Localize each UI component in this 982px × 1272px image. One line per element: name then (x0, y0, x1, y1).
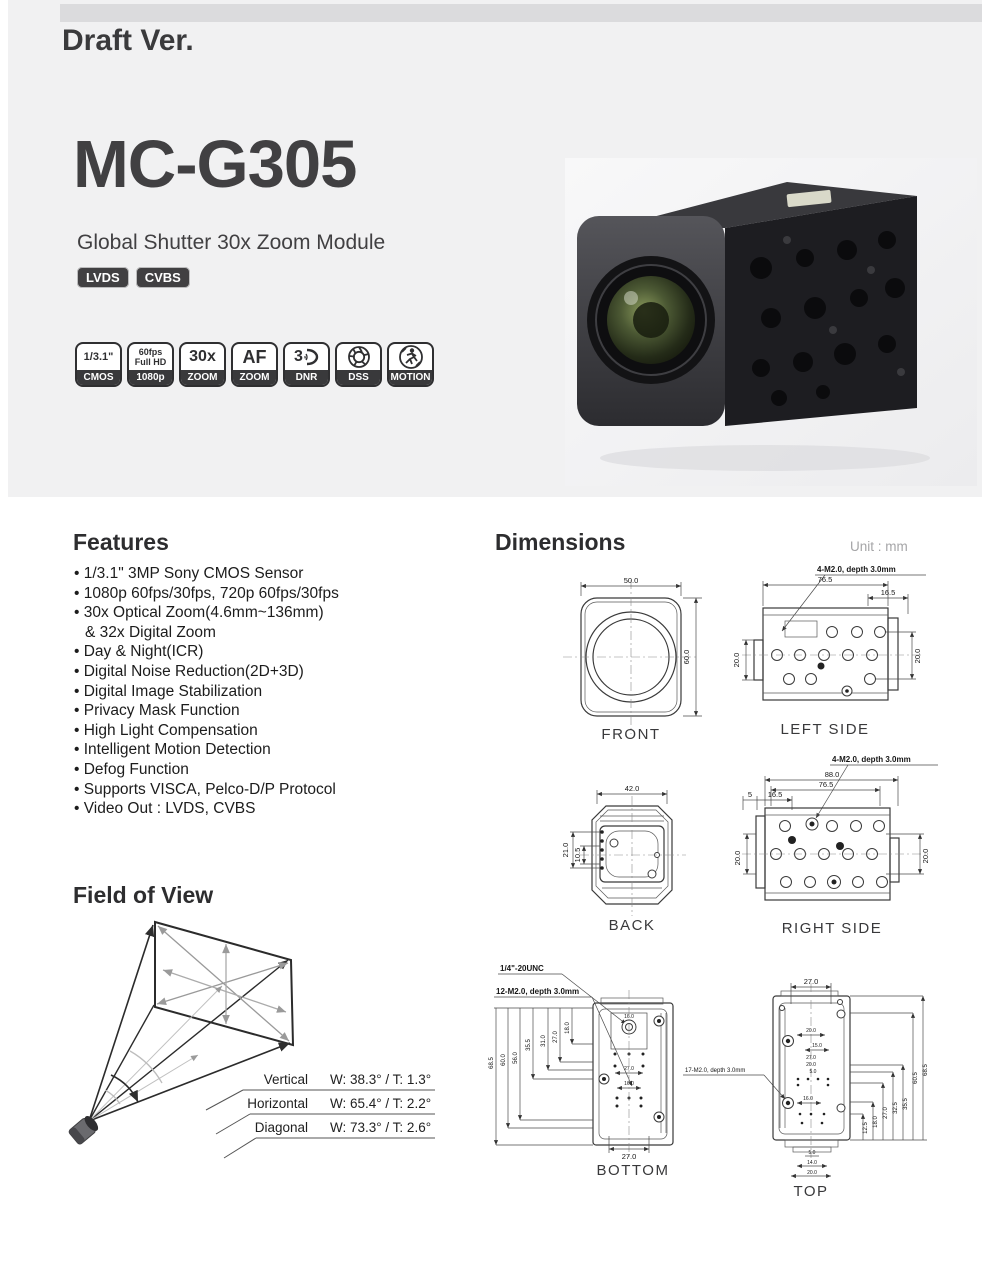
3d-dnr-icon (304, 348, 319, 366)
badge-motion (387, 342, 434, 387)
dim-view-front (563, 576, 702, 743)
camera-module-image (565, 158, 977, 486)
dimensions-unit-label: Unit : mm (850, 539, 908, 554)
bottom-note2: 12-M2.0, depth 3.0mm (496, 987, 580, 996)
badge-zoom-label: ZOOM (181, 370, 224, 385)
top-bottom-dim-2: 20.0 (807, 1170, 817, 1176)
badge-sensor-type: CMOS (77, 370, 120, 385)
badge-dnr (283, 342, 330, 387)
front-view-label: FRONT (601, 726, 661, 743)
bottom-inner-dim-2: 16.0 (624, 1081, 634, 1087)
back-width-dim: 42.0 (624, 784, 640, 793)
top-inner-dim-0: 20.0 (806, 1028, 816, 1034)
bottom-stack-dim-5: 27.0 (553, 1031, 559, 1043)
top-stack-dim-1: 60.5 (913, 1072, 919, 1084)
top-inner-dim-5: 16.0 (803, 1096, 813, 1102)
badge-fullhd-label: Full HD (134, 356, 167, 367)
dim-view-top (683, 977, 929, 1200)
right-side-right-height-dim: 20.0 (921, 848, 930, 864)
feature-item: • Supports VISCA, Pelco-D/P Protocol (74, 780, 484, 800)
fov-heading: Field of View (73, 882, 214, 908)
feature-item: • 30x Optical Zoom(4.6mm~136mm) (74, 603, 484, 623)
top-stack-dim-6: 12.5 (863, 1122, 869, 1134)
output-badges (77, 267, 190, 288)
top-view-label: TOP (793, 1183, 829, 1200)
header-bar (60, 4, 982, 22)
left-side-note: 4-M2.0, depth 3.0mm (817, 565, 896, 574)
feature-item: • 1080p 60fps/30fps, 720p 60fps/30fps (74, 584, 484, 604)
bottom-stack-dim-4: 31.0 (541, 1035, 547, 1047)
right-side-w3-dim: 5 (747, 790, 753, 799)
dim-view-bottom (489, 964, 673, 1179)
top-stack-dim-3: 32.5 (893, 1102, 899, 1114)
badge-autofocus (231, 342, 278, 387)
badge-af-zoom-label: ZOOM (233, 370, 276, 385)
dimension-drawings (480, 558, 982, 1218)
badge-sensor-size: 1/3.1" (83, 350, 114, 363)
top-inner-dim-2: 27.0 (806, 1055, 816, 1061)
badge-sensor (75, 342, 122, 387)
bottom-inner-dim-0: 16.0 (624, 1014, 634, 1020)
right-side-w2-dim: 76.5 (818, 780, 834, 789)
bottom-stack-dim-2: 56.0 (513, 1052, 519, 1064)
top-inner-dim-1: 15.0 (812, 1043, 822, 1049)
top-inner-dim-4: 5.0 (809, 1069, 817, 1075)
bottom-view-label: BOTTOM (596, 1162, 670, 1179)
left-side-view-label: LEFT SIDE (780, 721, 870, 738)
fov-diagram (58, 900, 488, 1170)
top-stack-dim-5: 18.0 (873, 1116, 879, 1128)
feature-item: • Digital Image Stabilization (74, 682, 484, 702)
product-subtitle: Global Shutter 30x Zoom Module (77, 231, 386, 254)
fov-horizontal-value: W: 65.4° / T: 2.2° (330, 1096, 432, 1111)
top-stack-dim-2: 35.5 (903, 1098, 909, 1110)
product-photo (565, 158, 977, 486)
left-side-width-dim: 76.5 (817, 575, 833, 584)
feature-item: • Digital Noise Reduction(2D+3D) (74, 662, 484, 682)
top-stack-dim-0: 68.5 (923, 1064, 929, 1076)
feature-item-continuation: & 32x Digital Zoom (85, 623, 216, 641)
badge-optical-zoom (179, 342, 226, 387)
dim-view-right-side (733, 755, 938, 937)
fov-horizontal-label: Horizontal (247, 1096, 308, 1111)
back-h2-dim: 10.5 (573, 847, 582, 863)
feature-item: • Day & Night(ICR) (74, 642, 484, 662)
top-inner-dim-3: 20.0 (806, 1062, 816, 1068)
right-side-left-height-dim: 20.0 (733, 850, 742, 866)
dim-view-back (561, 784, 686, 934)
front-width-dim: 50.0 (623, 576, 639, 585)
badge-framerate (127, 342, 174, 387)
lvds-badge: LVDS (77, 267, 129, 288)
feature-item: • Video Out : LVDS, CVBS (74, 799, 484, 819)
feature-item: • High Light Compensation (74, 721, 484, 741)
fov-vertical-label: Vertical (263, 1072, 308, 1087)
fov-frustum (89, 922, 293, 1121)
bottom-width-dim: 27.0 (621, 1152, 637, 1161)
badge-dss-label: DSS (337, 370, 380, 385)
bottom-stack-dim-3: 35.5 (526, 1039, 532, 1051)
badge-dnr-label: DNR (285, 370, 328, 385)
fov-diagonal-value: W: 73.3° / T: 2.6° (330, 1120, 432, 1135)
right-side-w1-dim: 88.0 (824, 770, 840, 779)
back-h1-dim: 21.0 (561, 842, 570, 858)
features-list (74, 564, 484, 819)
dim-view-left-side (732, 565, 926, 738)
product-title: MC-G305 (73, 127, 357, 202)
right-side-view-label: RIGHT SIDE (781, 920, 883, 937)
feature-item: • Privacy Mask Function (74, 701, 484, 721)
badge-3d-number: 3 (294, 348, 303, 365)
badge-30x-label: 30x (189, 348, 216, 365)
badge-framerate-top (129, 344, 172, 370)
badge-af-label: AF (242, 347, 267, 367)
dimensions-heading: Dimensions (495, 529, 626, 555)
motion-detect-icon (398, 344, 424, 370)
bottom-stack-dim-1: 60.0 (501, 1054, 507, 1066)
top-stack-dim-4: 27.0 (883, 1107, 889, 1119)
left-side-offset-dim: 16.5 (880, 588, 896, 597)
left-side-right-height-dim: 20.0 (913, 648, 922, 664)
bottom-stack-dim-6: 18.0 (565, 1022, 571, 1034)
top-note: 17-M2.0, depth 3.0mm (685, 1068, 746, 1074)
badge-1080p-label: 1080p (129, 370, 172, 385)
front-height-dim: 60.0 (682, 649, 691, 665)
right-side-w4-dim: 16.5 (767, 790, 783, 799)
spec-badges-row (75, 342, 434, 387)
fov-diagonal-label: Diagonal (254, 1120, 308, 1135)
draft-version-label: Draft Ver. (62, 24, 194, 57)
left-side-left-height-dim: 20.0 (732, 652, 741, 668)
top-width-dim: 27.0 (803, 977, 819, 986)
bottom-inner-dim-1: 27.0 (624, 1066, 634, 1072)
iris-shutter-icon (347, 345, 371, 369)
badge-dss (335, 342, 382, 387)
feature-item: • Defog Function (74, 760, 484, 780)
badge-motion-label: MOTION (390, 372, 431, 383)
top-bottom-dim-1: 14.0 (807, 1160, 817, 1166)
badge-fps-label: 60fps (138, 346, 163, 357)
fov-vertical-value: W: 38.3° / T: 1.3° (330, 1072, 432, 1087)
bottom-stack-dim-0: 68.5 (489, 1057, 495, 1069)
badge-3d-top (285, 344, 328, 370)
fov-table (206, 1072, 435, 1158)
badge-motion-top (389, 344, 432, 370)
bottom-note1: 1/4"-20UNC (500, 964, 544, 973)
badge-dss-top (337, 344, 380, 370)
feature-item: • 1/3.1" 3MP Sony CMOS Sensor (74, 564, 484, 584)
top-bottom-dim-0: 5.0 (808, 1150, 816, 1156)
right-side-note: 4-M2.0, depth 3.0mm (832, 755, 911, 764)
feature-item: • Intelligent Motion Detection (74, 740, 484, 760)
cvbs-badge: CVBS (136, 267, 190, 288)
features-heading: Features (73, 529, 169, 555)
back-view-label: BACK (608, 917, 656, 934)
